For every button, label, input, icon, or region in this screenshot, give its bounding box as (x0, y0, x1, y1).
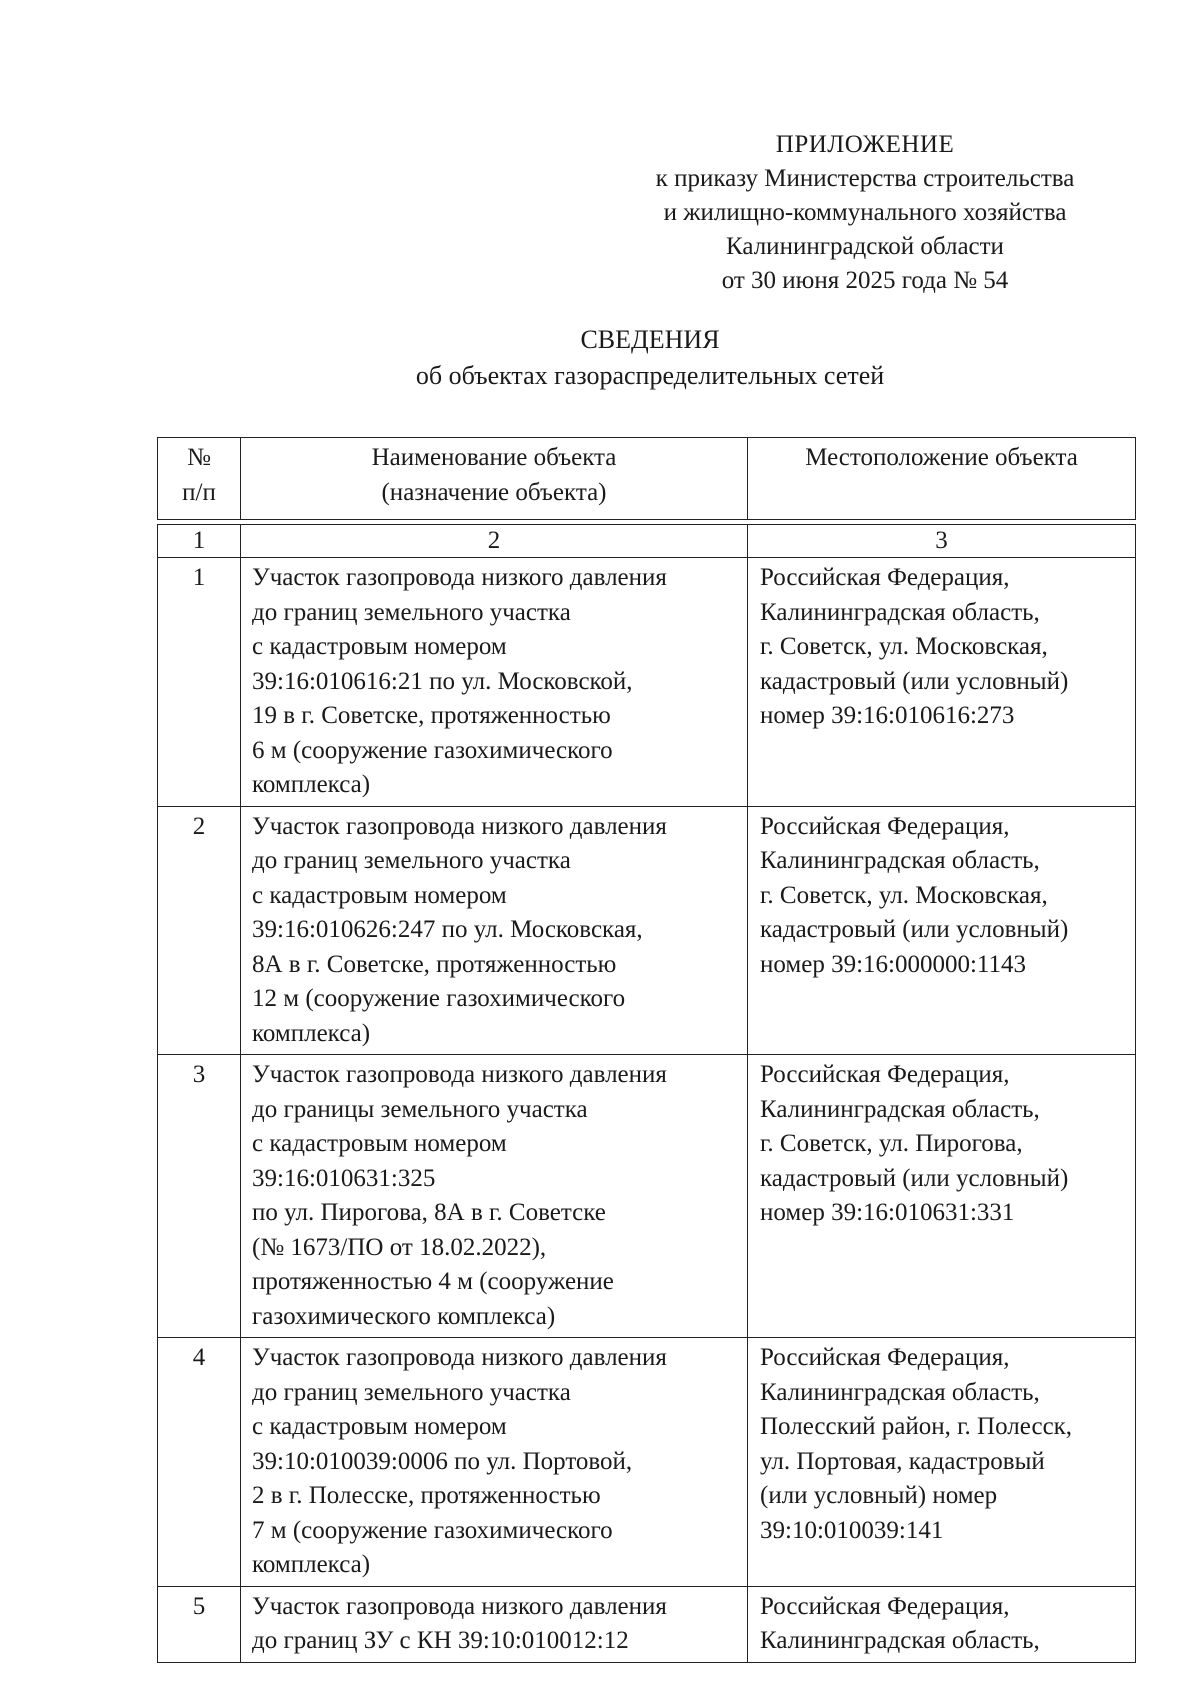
object-name-line: (№ 1673/ПО от 18.02.2022), (252, 1233, 547, 1261)
object-location-line: кадастровый (или условный) (760, 916, 1069, 943)
object-name-line: газохимического комплекса) (252, 1302, 556, 1330)
table-row (158, 1338, 1136, 1587)
object-name-line: 39:16:010626:247 по ул. Московская, (252, 916, 643, 943)
object-name-line: 7 м (сооружение газохимического (252, 1516, 613, 1544)
object-name-line: по ул. Пирогова, 8А в г. Советске (252, 1199, 606, 1226)
header-name-line1: Наименование объекта (371, 444, 617, 471)
document-heading (300, 322, 1000, 394)
table-row (158, 1055, 1136, 1338)
object-name-line: Участок газопровода низкого давления (252, 812, 667, 840)
table-row (158, 806, 1136, 1055)
object-name-line: 6 м (сооружение газохимического (252, 736, 613, 764)
object-name-cell (241, 806, 748, 1055)
object-name-line: комплекса) (252, 1019, 371, 1047)
object-location-cell (748, 806, 1136, 1055)
object-location-line: кадастровый (или условный) (760, 667, 1069, 695)
column-number: 3 (748, 525, 1136, 558)
object-location-line: Российская Федерация, (760, 1061, 1010, 1088)
object-location-line: 39:10:010039:141 (760, 1516, 944, 1544)
object-name-line: до границ земельного участка (252, 1378, 571, 1406)
object-location-line: Калининградская область, (760, 1627, 1040, 1654)
object-location-cell (748, 1586, 1136, 1662)
table-row (158, 558, 1136, 807)
object-location-line: Калининградская область, (760, 847, 1040, 874)
object-location-line: Калининградская область, (760, 1095, 1040, 1123)
object-location-line: г. Советск, ул. Пирогова, (760, 1130, 1023, 1157)
appendix-title: ПРИЛОЖЕНИЕ (775, 131, 955, 158)
object-location-line: г. Советск, ул. Московская, (760, 881, 1048, 909)
object-location-line: Российская Федерация, (760, 1344, 1010, 1371)
object-location-line: г. Советск, ул. Московская, (760, 633, 1048, 660)
header-name-line2: (назначение объекта) (381, 478, 607, 506)
appendix-line: к приказу Министерства строительства (655, 165, 1075, 192)
heading-subtitle: об объектах газораспределительных сетей (415, 361, 885, 390)
column-number: 1 (158, 525, 241, 558)
object-name-line: до границ земельного участка (252, 598, 571, 626)
object-name-line: до границ земельного участка (252, 847, 571, 874)
object-location-line: номер 39:16:010616:273 (760, 702, 1015, 729)
row-number: 3 (158, 1055, 241, 1338)
object-name-line: Участок газопровода низкого давления (252, 1061, 667, 1088)
table-row (158, 1586, 1136, 1662)
object-location-line: Российская Федерация, (760, 1592, 1010, 1620)
table-body (158, 558, 1136, 1663)
appendix-line: Калининградской области (726, 233, 1004, 260)
column-numbers-row (158, 525, 1136, 558)
object-name-line: 12 м (сооружение газохимического (252, 985, 626, 1012)
object-location-line: Калининградская область, (760, 598, 1040, 626)
object-location-line: номер 39:16:010631:331 (760, 1199, 1015, 1226)
header-location (748, 438, 1136, 520)
header-name (241, 438, 748, 520)
appendix-date-line: от 30 июня 2025 года № 54 (721, 267, 1009, 294)
row-number: 5 (158, 1586, 241, 1662)
row-number: 4 (158, 1338, 241, 1587)
header-location-label: Местоположение объекта (805, 444, 1078, 471)
object-name-cell (241, 1338, 748, 1587)
object-location-line: (или условный) номер (760, 1482, 998, 1509)
object-name-line: Участок газопровода низкого давления (252, 1344, 667, 1371)
object-name-line: Участок газопровода низкого давления (252, 1592, 667, 1620)
object-name-line: с кадастровым номером (252, 881, 507, 909)
object-location-cell (748, 1338, 1136, 1587)
object-location-line: кадастровый (или условный) (760, 1164, 1069, 1192)
object-name-line: до границ ЗУ с КН 39:10:010012:12 (252, 1627, 629, 1654)
table-header-row (158, 438, 1136, 520)
object-name-line: 39:16:010631:325 (252, 1164, 436, 1192)
object-name-line: 2 в г. Полесске, протяженностью (252, 1482, 601, 1509)
header-num (158, 438, 241, 520)
object-location-cell (748, 1055, 1136, 1338)
header-num-line2: п/п (182, 478, 216, 506)
object-name-line: с кадастровым номером (252, 1413, 507, 1440)
object-location-line: Российская Федерация, (760, 812, 1010, 840)
row-number: 2 (158, 806, 241, 1055)
objects-table-wrapper (157, 437, 1135, 1663)
header-num-line1: № (187, 444, 211, 471)
object-location-line: Российская Федерация, (760, 564, 1010, 591)
object-name-line: 19 в г. Советске, протяженностью (252, 702, 611, 729)
object-location-line: Калининградская область, (760, 1378, 1040, 1406)
object-name-line: с кадастровым номером (252, 633, 507, 660)
column-number: 2 (241, 525, 748, 558)
object-location-cell (748, 558, 1136, 807)
object-name-line: Участок газопровода низкого давления (252, 564, 667, 591)
object-name-line: до границы земельного участка (252, 1095, 588, 1123)
appendix-line: и жилищно-коммунального хозяйства (663, 199, 1067, 226)
object-location-line: Полесский район, г. Полесск, (760, 1413, 1073, 1440)
object-name-line: с кадастровым номером (252, 1130, 507, 1157)
object-name-line: 8А в г. Советске, протяженностью (252, 950, 617, 978)
object-name-line: комплекса) (252, 771, 371, 798)
row-number: 1 (158, 558, 241, 807)
appendix-block (600, 128, 1130, 298)
objects-table (157, 437, 1136, 1663)
object-name-line: комплекса) (252, 1551, 371, 1578)
object-name-cell (241, 1586, 748, 1662)
object-location-line: ул. Портовая, кадастровый (760, 1447, 1045, 1475)
object-name-line: 39:16:010616:21 по ул. Московской, (252, 667, 633, 695)
object-name-line: 39:10:010039:0006 по ул. Портовой, (252, 1447, 633, 1475)
object-name-cell (241, 558, 748, 807)
heading-title: СВЕДЕНИЯ (580, 325, 720, 354)
object-name-line: протяженностью 4 м (сооружение (252, 1268, 614, 1295)
object-name-cell (241, 1055, 748, 1338)
object-location-line: номер 39:16:000000:1143 (760, 950, 1026, 978)
